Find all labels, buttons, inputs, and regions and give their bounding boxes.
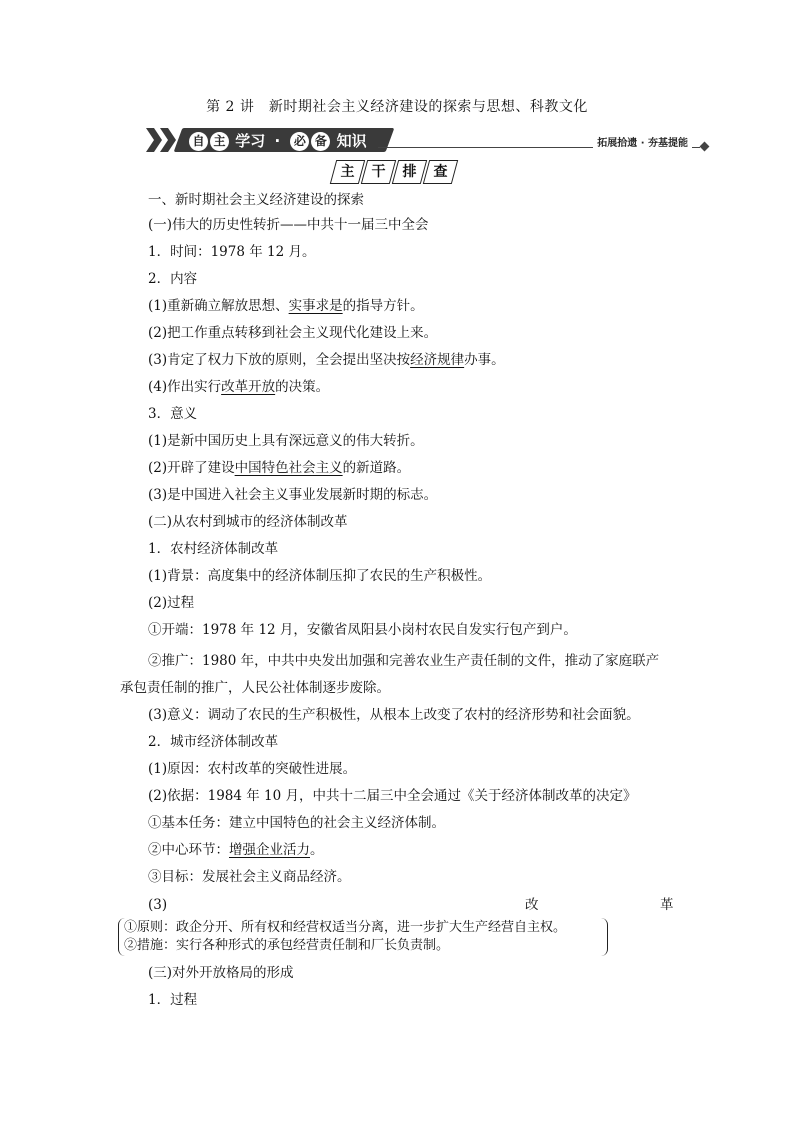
subheading: (二)从农村到城市的经济体制改革 [148,514,348,530]
tag-box [361,160,396,184]
key-term: 改革开放 [221,379,276,395]
paragraph: (2)依据：1984 年 10 月，中共十二届三中全会通过《关于经济体制改革的决定》 [148,788,637,804]
paragraph: 1．农村经济体制改革 [148,541,279,557]
paragraph: 1．时间：1978 年 12 月。 [148,244,316,260]
paragraph: (2)把工作重点转移到社会主义现代化建设上来。 [148,325,438,341]
paragraph: 改 [525,897,539,913]
banner-text: 学习 [235,132,266,150]
paragraph: ①开端：1978 年 12 月，安徽省凤阳县小岗村农民自发实行包产到户。 [148,622,577,638]
paragraph: 承包责任制的推广，人民公社体制逐步废除。 [120,680,390,696]
brace-block [118,918,608,958]
lesson-title: 第 2 讲 新时期社会主义经济建设的探索与思想、科教文化 [206,99,588,115]
paragraph: 1．过程 [148,992,198,1008]
banner-circle-char: 自 [189,132,208,151]
paragraph: (3) [148,897,168,913]
brace-item: ①原则：政企分开、所有权和经营权适当分离，进一步扩大生产经营自主权。 [124,920,567,935]
tag-box [392,160,427,184]
banner-circle-char: 备 [311,132,330,151]
banner-text: 知识 [336,132,367,150]
subheading: (三)对外开放格局的形成 [148,965,294,981]
key-term: 增强企业活力 [229,842,310,858]
text: ②中心环节： [148,842,229,858]
subheading: (一)伟大的历史性转折——中共十一届三中全会 [148,217,429,233]
text: 。 [310,842,324,858]
paragraph: 革 [660,897,674,913]
tag-char: 主 [340,164,355,180]
paragraph: ②推广：1980 年，中共中央发出加强和完善农业生产责任制的文件，推动了家庭联产 [148,653,660,669]
paragraph [148,296,424,316]
paragraph: (3)是中国进入社会主义事业发展新时期的标志。 [148,487,438,503]
text: (3)肯定了权力下放的原则，全会提出坚决按 [148,352,411,368]
text: (2)开辟了建设 [148,460,235,476]
tag-box [330,160,365,184]
paragraph: 2．内容 [148,271,198,287]
text: 的新道路。 [342,460,411,476]
paragraph: (2)过程 [148,595,195,611]
banner-subtitle: 拓展拾遗 · 夯基提能 [593,134,692,149]
text: 办事。 [464,352,505,368]
paragraph [148,458,410,478]
key-term: 中国特色社会主义 [234,460,343,476]
banner-circle-char: 必 [290,132,309,151]
brace-right [601,918,608,956]
paragraph [148,377,329,397]
heading-1: 一、新时期社会主义经济建设的探索 [148,192,364,208]
banner-dot: · [274,132,281,150]
brace-item: ②措施：实行各种形式的承包经营责任制和厂长负责制。 [124,938,450,953]
paragraph: (1)背景：高度集中的经济体制压抑了农民的生产积极性。 [148,568,492,584]
section-banner [148,126,708,156]
text: 的指导方针。 [342,298,424,314]
paragraph: (3)意义：调动了农民的生产积极性，从根本上改变了农村的经济形势和社会面貌。 [148,707,640,723]
paragraph: ①基本任务：建立中国特色的社会主义经济体制。 [148,815,445,831]
paragraph: (1)是新中国历史上具有深远意义的伟大转折。 [148,433,424,449]
paragraph [148,840,324,860]
text: (4)作出实行 [148,379,222,395]
paragraph: 2．城市经济体制改革 [148,734,279,750]
paragraph: (1)原因：农村改革的突破性进展。 [148,761,357,777]
banner-label [188,129,367,153]
tag-box [423,160,458,184]
paragraph [148,350,505,370]
paragraph: ③目标：发展社会主义商品经济。 [148,869,351,885]
text: 的决策。 [275,379,330,395]
tag-char: 查 [433,164,448,180]
banner-circle-char: 主 [210,132,229,151]
key-term: 经济规律 [410,352,465,368]
diamond-icon [700,142,710,152]
tag-char: 干 [371,164,386,180]
text: (1)重新确立解放思想、 [148,298,289,314]
key-term: 实事求是 [288,298,343,314]
paragraph: 3．意义 [148,406,198,422]
tag-char: 排 [402,164,417,180]
